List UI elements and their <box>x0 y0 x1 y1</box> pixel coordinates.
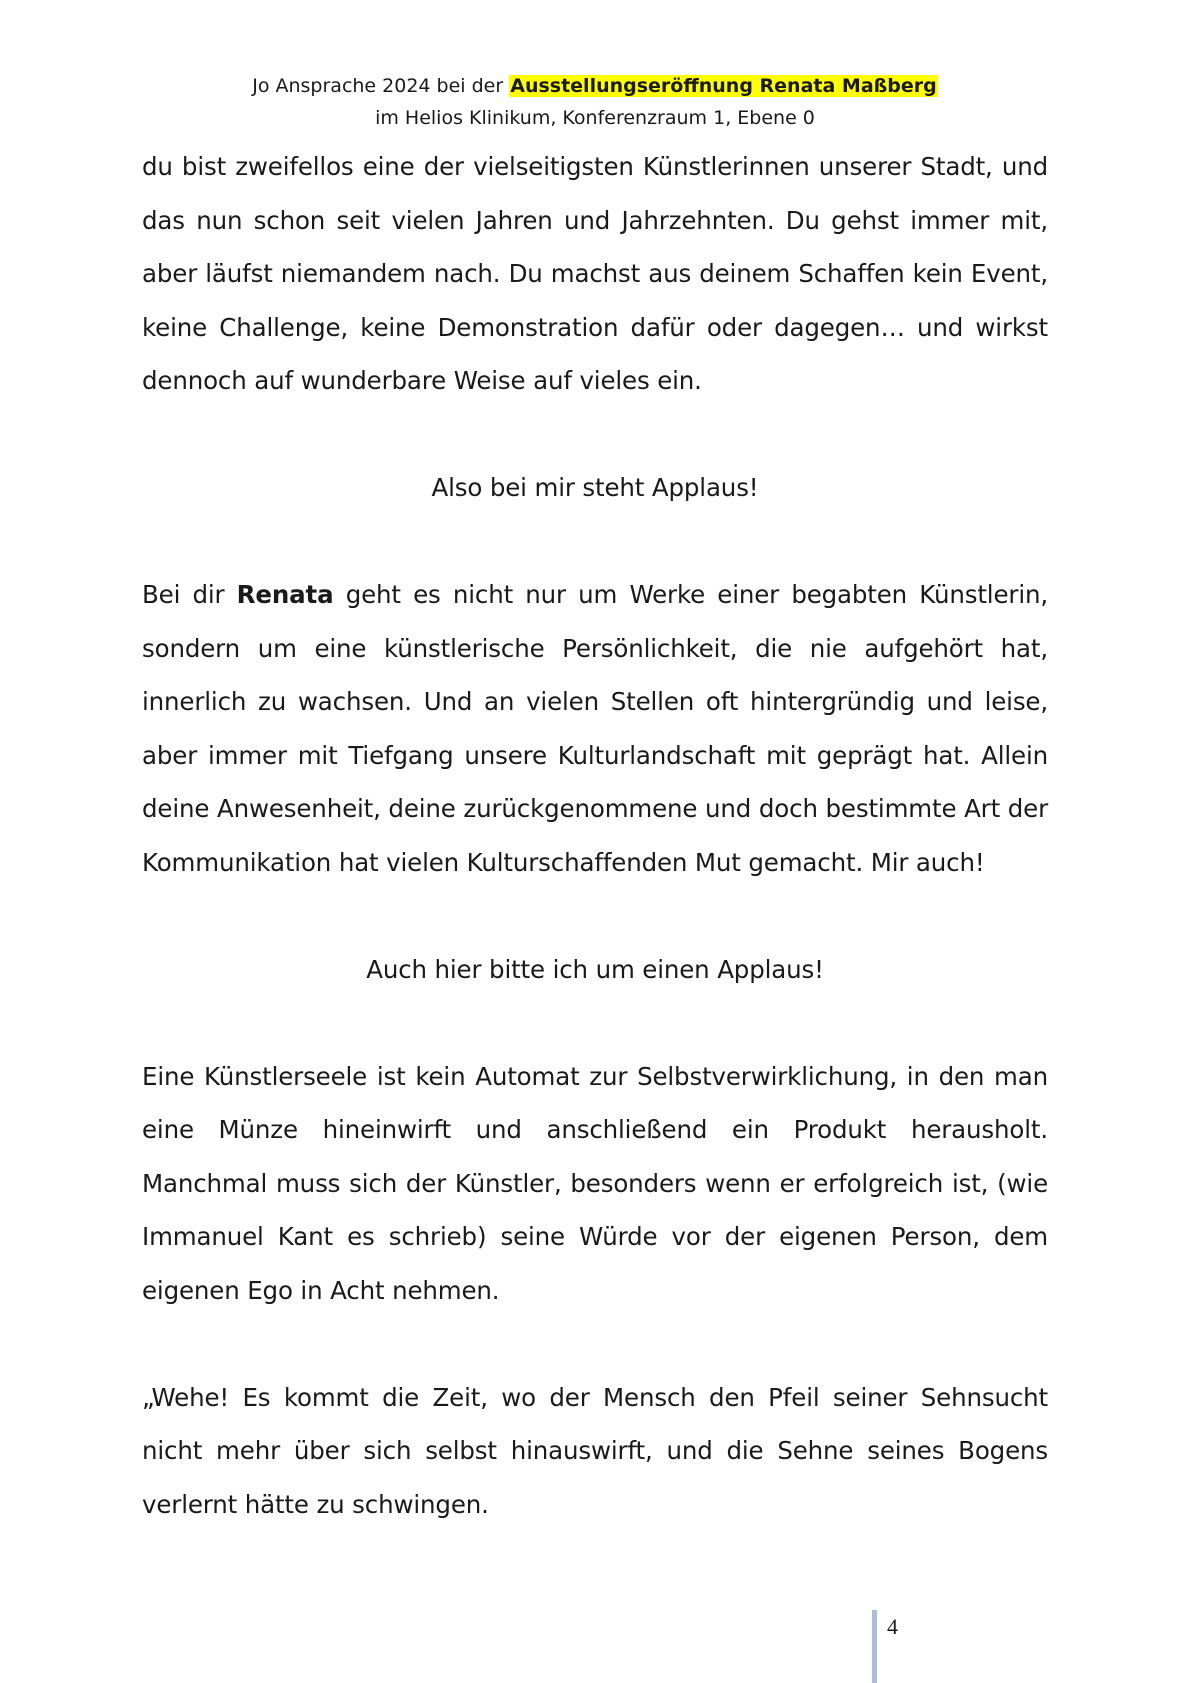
page-header <box>0 70 1190 134</box>
paragraph-3: Eine Künstlerseele ist kein Automat zur Selbstverwirklichung, in den man eine Münze hineinwirft und anschließend ein Produkt herausholt. Manchmal muss sich der Künstler, besonders wenn er erfolgreich ist, (wie Immanuel Kant es schrieb) seine Würde vor der eigenen Person, dem eigenen Ego in Acht nehmen. <box>142 1061 1048 1305</box>
page-footer <box>872 1610 898 1683</box>
applause-line-1: Also bei mir steht Applaus! <box>431 473 759 502</box>
applause-line-2: Auch hier bitte ich um einen Applaus! <box>366 954 824 984</box>
page-number: 4 <box>887 1614 898 1639</box>
header-speech-title: Jo Ansprache 2024 bei der <box>252 75 510 97</box>
paragraph-1: du bist zweifellos eine der vielseitigsten Künstlerinnen unserer Stadt, und das nun schon seit vielen Jahren und Jahrzehnten. Du gehst immer mit, aber läufst niemandem nach. Du machst aus deinem Schaffen kein Event, keine Challenge, keine Demonstration dafür oder dagegen… und wirkst dennoch auf wunderbare Weise auf vieles ein. <box>142 152 1048 395</box>
paragraph-4-quote: „Wehe! Es kommt die Zeit, wo der Mensch den Pfeil seiner Sehnsucht nicht mehr über sich selbst hinauswirft, und die Sehne seines Bogens verlernt hätte zu schwingen. <box>142 1382 1048 1519</box>
paragraph-2 <box>142 568 1048 889</box>
header-line-1 <box>0 70 1190 102</box>
header-line-2: im Helios Klinikum, Konferenzraum 1, Ebene 0 <box>375 107 815 129</box>
renata-name-bold: Renata <box>236 580 334 609</box>
header-highlighted-event: Ausstellungseröffnung Renata Maßberg <box>510 75 937 97</box>
paragraph-2-intro: Bei dir <box>142 580 237 609</box>
speech-body <box>142 140 1048 1585</box>
paragraph-2-rest: geht es nicht nur um Werke einer begabten Künstlerin, sondern um eine künstlerische Persönlichkeit, die nie aufgehört hat, innerlich zu wachsen. Und an vielen Stellen oft hintergründig und leise, aber immer mit Tiefgang unsere Kulturlandschaft mit geprägt hat. Allein deine Anwesenheit, deine zurückgenommene und doch bestimmte Art der Kommunikation hat vielen Kulturschaffenden Mut gemacht. Mir auch! <box>142 580 1048 877</box>
